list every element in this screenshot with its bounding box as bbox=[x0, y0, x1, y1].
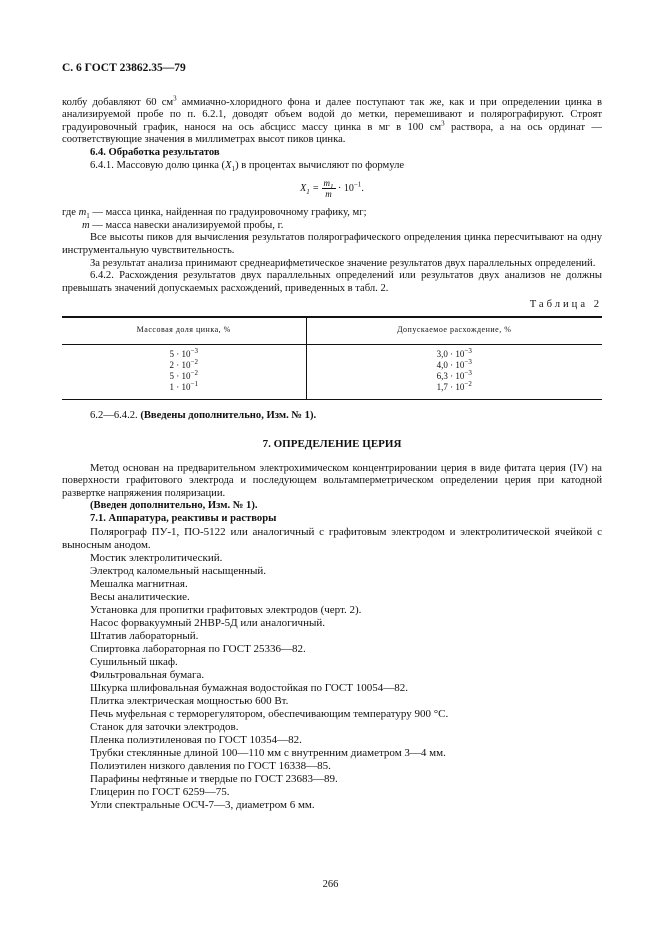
list-item: Пленка полиэтиленовая по ГОСТ 10354—82. bbox=[90, 733, 302, 746]
table-2 bbox=[62, 316, 602, 400]
table-cell: $5 \cdot 10^{-3}$ bbox=[169, 346, 198, 359]
list-item: Трубки стеклянные длиной 100—110 мм с внутренним диаметром 3—4 мм. bbox=[90, 746, 446, 759]
list-item: Полиэтилен низкого давления по ГОСТ 16338—85. bbox=[90, 759, 331, 772]
table-row bbox=[62, 360, 602, 371]
list-item: Мешалка магнитная. bbox=[90, 577, 188, 590]
table-cell: $5 \cdot 10^{-2}$ bbox=[169, 368, 198, 381]
table-cell: $4,0 \cdot 10^{-3}$ bbox=[306, 360, 602, 371]
table-caption: Таблица 2 bbox=[529, 299, 602, 311]
list-item: Фильтровальная бумага. bbox=[90, 668, 205, 681]
list-item: Сушильный шкаф. bbox=[90, 655, 178, 668]
list-item: Насос форвакуумный 2НВР-5Д или аналогичный. bbox=[90, 616, 326, 629]
paragraph-6-4-2: 6.4.2. Расхождения результатов двух параллельных определений или результатов двух анализов не должны превышать значений допускаемых расхождений, приведенных в табл. 2. bbox=[62, 270, 602, 294]
list-item: Установка для пропитки графитовых электродов (черт. 2). bbox=[90, 603, 362, 616]
section-title-7: 7. ОПРЕДЕЛЕНИЕ ЦЕРИЯ bbox=[262, 438, 402, 451]
list-item: Печь муфельная с терморегулятором, обеспечивающим температуру 900 °С. bbox=[90, 707, 449, 720]
list-item: Электрод каломельный насыщенный. bbox=[90, 564, 267, 577]
page-number: 266 bbox=[322, 879, 339, 890]
table-cell: $1,7 \cdot 10^{-2}$ bbox=[306, 382, 602, 400]
fraction: $\frac{m_1}{m}$ bbox=[323, 178, 334, 200]
table-cell: $6,3 \cdot 10^{-3}$ bbox=[306, 371, 602, 382]
page-header: С. 6 ГОСТ 23862.35—79 bbox=[62, 62, 186, 74]
list-item: Угли спектральные ОСЧ-7—3, диаметром 6 мм. bbox=[90, 798, 315, 811]
table-cell: $3,0 \cdot 10^{-3}$ bbox=[306, 344, 602, 360]
list-item: Станок для заточки электродов. bbox=[90, 720, 239, 733]
formula-x1: $X_1$ = $\frac{m_1}{m}$ · $10^{-1}$. bbox=[300, 178, 364, 200]
where-m: m — масса навески анализируемой пробы, г. bbox=[82, 219, 284, 231]
list-item: Весы аналитические. bbox=[90, 590, 190, 603]
document-page bbox=[62, 62, 602, 812]
column-header: Массовая доля цинка, % bbox=[136, 324, 231, 334]
heading-6-4: 6.4. Обработка результатов bbox=[90, 146, 220, 158]
table-row bbox=[62, 371, 602, 382]
list-item: Глицерин по ГОСТ 6259—75. bbox=[90, 785, 230, 798]
column-header: Допускаемое расхождение, % bbox=[306, 317, 602, 344]
note-6-2: 6.2—6.4.2. (Введены дополнительно, Изм. № 1). bbox=[90, 409, 317, 421]
table-header-row bbox=[62, 317, 602, 344]
where-m1: где $m_1$ — масса цинка, найденная по градуировочному графику, мг; bbox=[62, 207, 367, 221]
paragraph-result: За результат анализа принимают среднеарифметическое значение результатов двух параллельных определений. bbox=[90, 257, 596, 269]
paragraph-calibration: колбу добавляют 60 $см^3$ аммиачно-хлоридного фона и далее поступают так же, как и при определении цинка в анализируемой пробе по п. 6.2.1, доводят объем водой до метки, перемешивают и полярографируют. Строят градуировочный график, нанося на ось абсцисс массу цинка в мг в 100 $см^3$ раствора, а на ось ординат — соответствующие значения в миллиметрах высот пиков цинка. bbox=[62, 94, 602, 146]
list-item: Плитка электрическая мощностью 600 Вт. bbox=[90, 694, 289, 707]
table-row bbox=[62, 382, 602, 400]
list-item: Парафины нефтяные и твердые по ГОСТ 23683—89. bbox=[90, 772, 338, 785]
paragraph-peak-heights: Все высоты пиков для вычисления результатов полярографического определения цинка пересчитывают на одну инструментальную чувствительность. bbox=[62, 232, 602, 256]
paragraph-6-4-1: 6.4.1. Массовую долю цинка $(X_1)$ в процентах вычисляют по формуле bbox=[90, 159, 405, 173]
table-cell: $1 \cdot 10^{-1}$ bbox=[169, 379, 198, 392]
paragraph-polarograph: Полярограф ПУ-1, ПО-5122 или аналогичный с графитовым электродом и электролитической ячейкой с выносным анодом. bbox=[62, 525, 602, 551]
heading-7-1: 7.1. Аппаратура, реактивы и растворы bbox=[90, 513, 277, 525]
list-item: Спиртовка лабораторная по ГОСТ 25336—82. bbox=[90, 642, 306, 655]
list-item: Штатив лабораторный. bbox=[90, 629, 199, 642]
note-section-7: (Введен дополнительно, Изм. № 1). bbox=[90, 500, 258, 512]
list-item: Шкурка шлифовальная бумажная водостойкая по ГОСТ 10054—82. bbox=[90, 681, 408, 694]
table-cell: $2 \cdot 10^{-2}$ bbox=[169, 357, 198, 370]
paragraph-method: Метод основан на предварительном электрохимическом концентрировании церия в виде фитата церия (IV) на поверхности графитового электрода и последующем вольтамперметрическом определении церия при катодной развертке напряжения поляризации. bbox=[62, 462, 602, 499]
table-row bbox=[62, 344, 602, 360]
list-item: Мостик электролитический. bbox=[90, 551, 223, 564]
equipment-list bbox=[90, 552, 602, 812]
